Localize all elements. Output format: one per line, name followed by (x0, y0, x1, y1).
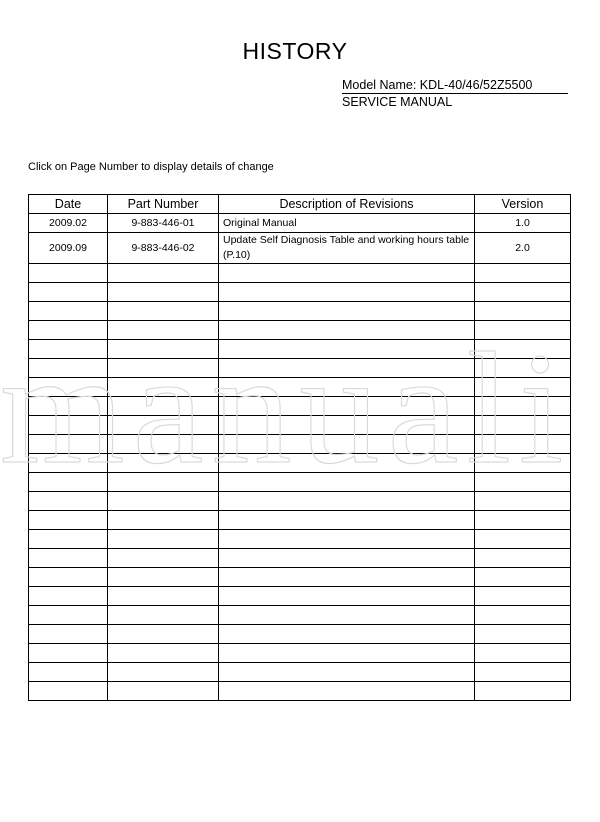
empty-cell (108, 359, 219, 378)
empty-cell (108, 264, 219, 283)
empty-cell (475, 302, 571, 321)
header-description: Description of Revisions (219, 195, 475, 214)
empty-cell (475, 264, 571, 283)
row-description: Update Self Diagnosis Table and working hours table (P.10) (219, 233, 475, 264)
page-title: HISTORY (242, 38, 348, 64)
revision-history-table (28, 194, 571, 701)
empty-cell (219, 340, 475, 359)
empty-cell (108, 644, 219, 663)
row-version: 1.0 (475, 214, 571, 233)
empty-cell (108, 663, 219, 682)
empty-cell (108, 682, 219, 701)
empty-table-row (29, 397, 571, 416)
empty-table-row (29, 530, 571, 549)
empty-cell (475, 568, 571, 587)
empty-cell (29, 568, 108, 587)
empty-cell (29, 549, 108, 568)
empty-cell (475, 416, 571, 435)
empty-cell (29, 378, 108, 397)
empty-cell (219, 530, 475, 549)
empty-cell (219, 625, 475, 644)
empty-cell (475, 397, 571, 416)
empty-table-row (29, 606, 571, 625)
empty-cell (108, 435, 219, 454)
empty-cell (475, 473, 571, 492)
empty-cell (108, 416, 219, 435)
empty-cell (29, 587, 108, 606)
empty-cell (219, 492, 475, 511)
empty-cell (475, 625, 571, 644)
empty-cell (475, 283, 571, 302)
empty-table-row (29, 359, 571, 378)
empty-cell (219, 568, 475, 587)
empty-cell (219, 283, 475, 302)
empty-table-row (29, 644, 571, 663)
empty-cell (29, 264, 108, 283)
empty-cell (219, 473, 475, 492)
empty-cell (475, 378, 571, 397)
empty-cell (219, 663, 475, 682)
empty-cell (475, 587, 571, 606)
empty-cell (475, 454, 571, 473)
model-name: Model Name: KDL-40/46/52Z5500 (342, 77, 568, 94)
empty-table-row (29, 625, 571, 644)
empty-table-row (29, 264, 571, 283)
empty-cell (475, 321, 571, 340)
empty-cell (475, 340, 571, 359)
header-version: Version (475, 195, 571, 214)
empty-table-row (29, 587, 571, 606)
empty-table-row (29, 473, 571, 492)
empty-cell (108, 549, 219, 568)
empty-cell (108, 625, 219, 644)
empty-cell (219, 435, 475, 454)
empty-cell (475, 549, 571, 568)
empty-cell (219, 606, 475, 625)
empty-cell (108, 492, 219, 511)
empty-cell (108, 283, 219, 302)
empty-table-row (29, 568, 571, 587)
empty-cell (219, 302, 475, 321)
empty-cell (219, 264, 475, 283)
empty-cell (219, 549, 475, 568)
empty-cell (29, 492, 108, 511)
empty-cell (108, 340, 219, 359)
empty-table-row (29, 378, 571, 397)
empty-cell (219, 644, 475, 663)
empty-cell (219, 454, 475, 473)
empty-table-row (29, 416, 571, 435)
table-row (29, 214, 571, 233)
empty-cell (219, 682, 475, 701)
empty-cell (29, 511, 108, 530)
empty-cell (219, 359, 475, 378)
header-part-number: Part Number (108, 195, 219, 214)
empty-cell (108, 321, 219, 340)
empty-cell (29, 321, 108, 340)
empty-cell (29, 416, 108, 435)
empty-table-row (29, 340, 571, 359)
empty-cell (475, 682, 571, 701)
empty-cell (108, 302, 219, 321)
empty-cell (219, 397, 475, 416)
empty-cell (475, 530, 571, 549)
model-info (342, 77, 568, 110)
empty-cell (475, 644, 571, 663)
empty-cell (108, 530, 219, 549)
empty-table-row (29, 283, 571, 302)
empty-cell (475, 663, 571, 682)
empty-table-row (29, 454, 571, 473)
row-description: Original Manual (219, 214, 475, 233)
row-version: 2.0 (475, 233, 571, 264)
empty-cell (29, 435, 108, 454)
empty-cell (29, 397, 108, 416)
manual-type: SERVICE MANUAL (342, 95, 453, 109)
empty-cell (29, 359, 108, 378)
empty-cell (29, 454, 108, 473)
empty-cell (219, 378, 475, 397)
empty-cell (29, 283, 108, 302)
empty-cell (29, 473, 108, 492)
empty-table-row (29, 321, 571, 340)
empty-cell (475, 606, 571, 625)
empty-cell (219, 511, 475, 530)
empty-cell (108, 568, 219, 587)
table-header-row (29, 195, 571, 214)
empty-cell (108, 473, 219, 492)
empty-cell (29, 644, 108, 663)
empty-cell (108, 511, 219, 530)
empty-cell (29, 340, 108, 359)
empty-cell (29, 663, 108, 682)
empty-cell (108, 587, 219, 606)
empty-cell (29, 625, 108, 644)
empty-cell (29, 682, 108, 701)
instruction-text: Click on Page Number to display details of change (28, 161, 274, 173)
empty-table-row (29, 492, 571, 511)
empty-table-row (29, 302, 571, 321)
empty-cell (108, 397, 219, 416)
empty-cell (108, 378, 219, 397)
empty-cell (29, 530, 108, 549)
empty-table-row (29, 435, 571, 454)
row-part-number: 9-883-446-02 (108, 233, 219, 264)
empty-table-row (29, 682, 571, 701)
row-date: 2009.09 (29, 233, 108, 264)
header-date: Date (29, 195, 108, 214)
empty-table-row (29, 511, 571, 530)
empty-cell (475, 511, 571, 530)
empty-cell (219, 321, 475, 340)
empty-cell (108, 606, 219, 625)
table-row (29, 233, 571, 264)
empty-cell (219, 587, 475, 606)
row-part-number: 9-883-446-01 (108, 214, 219, 233)
watermark-logo: manuali (0, 333, 572, 483)
empty-table-row (29, 663, 571, 682)
empty-cell (29, 302, 108, 321)
empty-table-row (29, 549, 571, 568)
empty-cell (475, 359, 571, 378)
row-date: 2009.02 (29, 214, 108, 233)
empty-cell (219, 416, 475, 435)
empty-cell (475, 492, 571, 511)
empty-cell (475, 435, 571, 454)
empty-cell (29, 606, 108, 625)
empty-cell (108, 454, 219, 473)
